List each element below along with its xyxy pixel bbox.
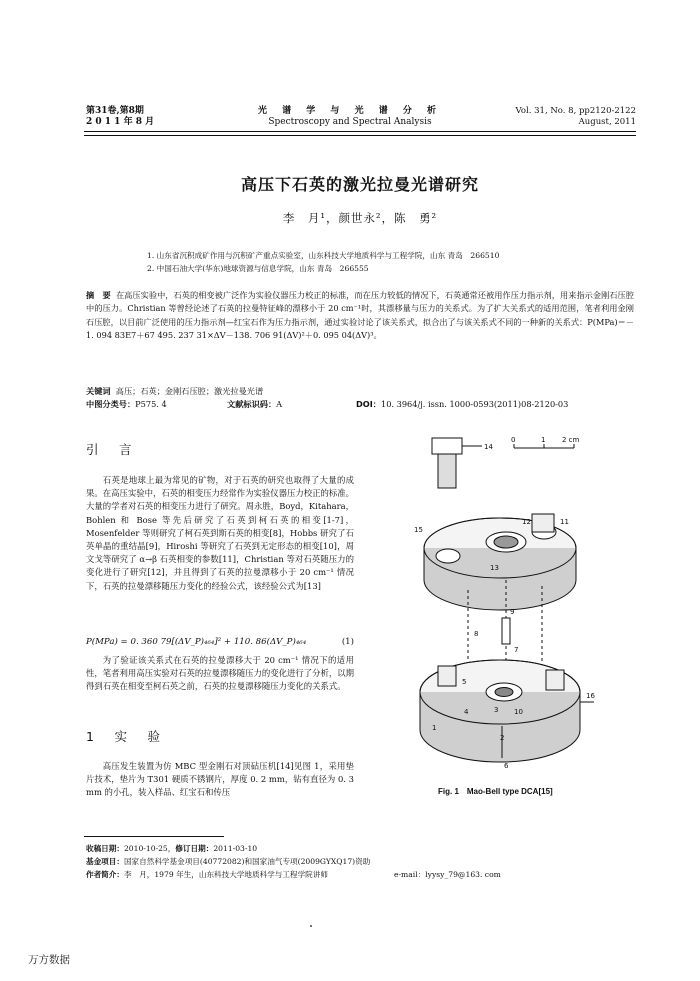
figure-1-caption: Fig. 1 Mao-Bell type DCA[15] bbox=[438, 787, 553, 796]
lower-diamond bbox=[495, 688, 513, 697]
journal-name-en: Spectroscopy and Spectral Analysis bbox=[268, 117, 432, 127]
part-label-4: 4 bbox=[464, 708, 469, 716]
journal-name-header bbox=[250, 106, 450, 128]
author-bio-line bbox=[86, 868, 501, 881]
received-date: 2010-10-25， bbox=[123, 844, 176, 853]
abstract-label: 摘 要 bbox=[86, 290, 111, 300]
part-label-3: 3 bbox=[494, 706, 499, 714]
revised-date: 2011-03-10 bbox=[213, 844, 258, 853]
affiliation-2: 2. 中国石油大学(华东)地球资源与信息学院，山东 青岛 266555 bbox=[147, 264, 369, 273]
funding-label: 基金项目： bbox=[86, 857, 124, 866]
journal-volume-header bbox=[86, 106, 154, 128]
figure-1-dac-diagram bbox=[402, 430, 598, 782]
upper-post-hole-left bbox=[436, 549, 460, 563]
clc-code: P575. 4 bbox=[135, 399, 167, 409]
keywords-label: 关键词 bbox=[86, 386, 111, 396]
top-screw-head bbox=[432, 438, 462, 454]
doc-code-label: 文献标识码： bbox=[227, 399, 277, 409]
equation-text: P(MPa) = 0. 360 79[(ΔV_P)₄₆₄]² + 110. 86(ΔV_P)₄₆₄ bbox=[86, 637, 307, 647]
exp-p1-text: 高压发生装置为仿 MBC 型金刚石对顶砧压机[14]见图 1，采用垫片技术，垫片为 T301 硬质不锈钢片，厚度 0. 2 mm，钻有直径为 0. 3 mm 的小孔，装入样品、红宝石和传压 bbox=[86, 761, 354, 798]
lower-post-right bbox=[546, 670, 564, 690]
experiment-paragraph bbox=[86, 760, 354, 800]
gasket-pin bbox=[502, 618, 510, 644]
part-label-1: 1 bbox=[432, 724, 437, 732]
part-label-9: 9 bbox=[510, 608, 515, 616]
wanfang-watermark: 万方数据 bbox=[28, 954, 70, 966]
part-label-2: 2 bbox=[500, 734, 505, 742]
scale-label-2: 2 cm bbox=[562, 436, 580, 444]
revised-label: 修订日期： bbox=[175, 844, 214, 853]
part-label-14: 14 bbox=[484, 443, 493, 451]
equation-1 bbox=[86, 637, 354, 647]
date-cn: 2 0 1 1 年 8 月 bbox=[86, 117, 155, 127]
journal-name-cn: 光 谱 学 与 光 谱 分 析 bbox=[258, 106, 442, 116]
part-label-11: 11 bbox=[560, 518, 569, 526]
bio-text: 李 月，1979 年生，山东科技大学地质科学与工程学院讲师 bbox=[123, 870, 328, 879]
abstract bbox=[86, 289, 634, 343]
doc-code: A bbox=[276, 399, 283, 409]
affiliation-1: 1. 山东省沉积成矿作用与沉积矿产重点实验室，山东科技大学地质科学与工程学院，山东 青岛 266510 bbox=[147, 251, 500, 260]
lower-post-left bbox=[438, 666, 456, 686]
top-screw-shaft bbox=[438, 454, 456, 488]
keywords-text: 高压；石英；金刚石压腔；激光拉曼光谱 bbox=[115, 386, 264, 396]
dac-drawing bbox=[402, 430, 598, 782]
part-label-8: 8 bbox=[474, 630, 479, 638]
upper-screw-post bbox=[532, 514, 554, 532]
part-label-13: 13 bbox=[490, 564, 499, 572]
author-email: e-mail：lyysy_79@163. com bbox=[394, 870, 501, 879]
volume-pages-en: Vol. 31, No. 8, pp2120-2122 bbox=[515, 106, 636, 116]
funding-line bbox=[86, 855, 370, 868]
bio-label: 作者简介： bbox=[86, 870, 124, 879]
funding-text: 国家自然科学基金项目(40772082)和国家油气专项(2009GYXQ17)资助 bbox=[123, 857, 371, 866]
abstract-text: 在高压实验中，石英的相变被广泛作为实验仪器压力校正的标准，而在压力较低的情况下，石英通常还被用作压力指示剂，用来指示金刚石压腔中的压力。Christian 等曾经论述了石英的拉曼特征峰的漂移小于 20 cm⁻¹时，其漂移量与压力的关系式。为了扩大关系式的适用范围，笔者利用金刚石压腔，以目前广泛使用的压力指示剂—红宝石作为压力指示剂，通过实验讨论了该关系式，拟合出了与该关系式不同的一种新的关系式：P(MPa)＝－1. 094 83E7＋67 495. 237 31×ΔV－138. 706 91(ΔV)²＋0. 095 04(ΔV)³。 bbox=[86, 290, 634, 341]
stray-mark bbox=[310, 925, 312, 927]
header-rule-thick bbox=[84, 131, 636, 132]
clc-label: 中图分类号： bbox=[86, 399, 136, 409]
part-label-15: 15 bbox=[414, 526, 423, 534]
volume-pages-header bbox=[516, 106, 636, 128]
dates-line bbox=[86, 842, 370, 855]
paper-title: 高压下石英的激光拉曼光谱研究 bbox=[240, 175, 479, 194]
header-rule-thin bbox=[84, 135, 636, 136]
volume-issue-cn: 第31卷,第8期 bbox=[86, 106, 144, 116]
upper-diamond bbox=[494, 536, 518, 548]
experiment-heading: 1 实 验 bbox=[86, 729, 164, 744]
footnotes bbox=[86, 842, 501, 881]
part-label-10: 10 bbox=[514, 708, 523, 716]
scale-label-0: 0 bbox=[511, 436, 516, 444]
scale-label-1: 1 bbox=[541, 436, 546, 444]
received-label: 收稿日期： bbox=[86, 844, 124, 853]
intro-p1-text: 石英是地球上最为常见的矿物，对于石英的研究也取得了大量的成果。在高压实验中，石英的相变压力经常作为实验仪器压力校正的标准。大量的学者对石英的相变压力进行了研究。周永胜，Boyd，Kitahara，Bohlen 和 Bose 等先后研究了石英到柯石英的相变[1-7]，Mosenfelder 等则研究了柯石英到斯石英的相变[8]，Hobbs 研究了石英单晶的重结晶[9]，Hiroshi 等研究了石英到无定形态的相变[10]，周文戈等研究了 α→β 石英相变的参数[11]，Christian 等对石英随压力的变化进行了研究[12]，并且得到了石英的拉曼漂移小于 20 cm⁻¹ 情况下，石英的拉曼漂移随压力变化的经验公式，该经验公式为[13] bbox=[86, 475, 354, 591]
intro-p2-text: 为了验证该关系式在石英的拉曼漂移大于 20 cm⁻¹ 情况下的适用性，笔者利用高压实验对石英的拉曼漂移随压力的变化进行了分析，以期得到石英在相变至柯石英之前，石英的拉曼漂移随压力变化的关系式。 bbox=[86, 655, 354, 692]
doi: 10. 3964/j. issn. 1000-0593(2011)08-2120-03 bbox=[381, 399, 569, 409]
intro-paragraph-1 bbox=[86, 474, 354, 593]
date-en: August, 2011 bbox=[578, 117, 636, 127]
part-label-6: 6 bbox=[504, 762, 509, 770]
equation-number: (1) bbox=[341, 637, 354, 647]
affiliations bbox=[147, 249, 499, 275]
intro-heading: 引 言 bbox=[86, 442, 136, 457]
doi-label: DOI： bbox=[356, 399, 381, 409]
footnote-rule bbox=[84, 836, 224, 837]
lower-disc-side bbox=[420, 692, 580, 762]
intro-paragraph-2 bbox=[86, 654, 354, 694]
author-list: 李 月¹，颜世永²，陈 勇² bbox=[282, 211, 438, 225]
part-label-7: 7 bbox=[514, 646, 519, 654]
part-label-12: 12 bbox=[522, 518, 531, 526]
keywords bbox=[86, 385, 263, 398]
part-label-16: 16 bbox=[586, 692, 595, 700]
part-label-5: 5 bbox=[462, 678, 467, 686]
